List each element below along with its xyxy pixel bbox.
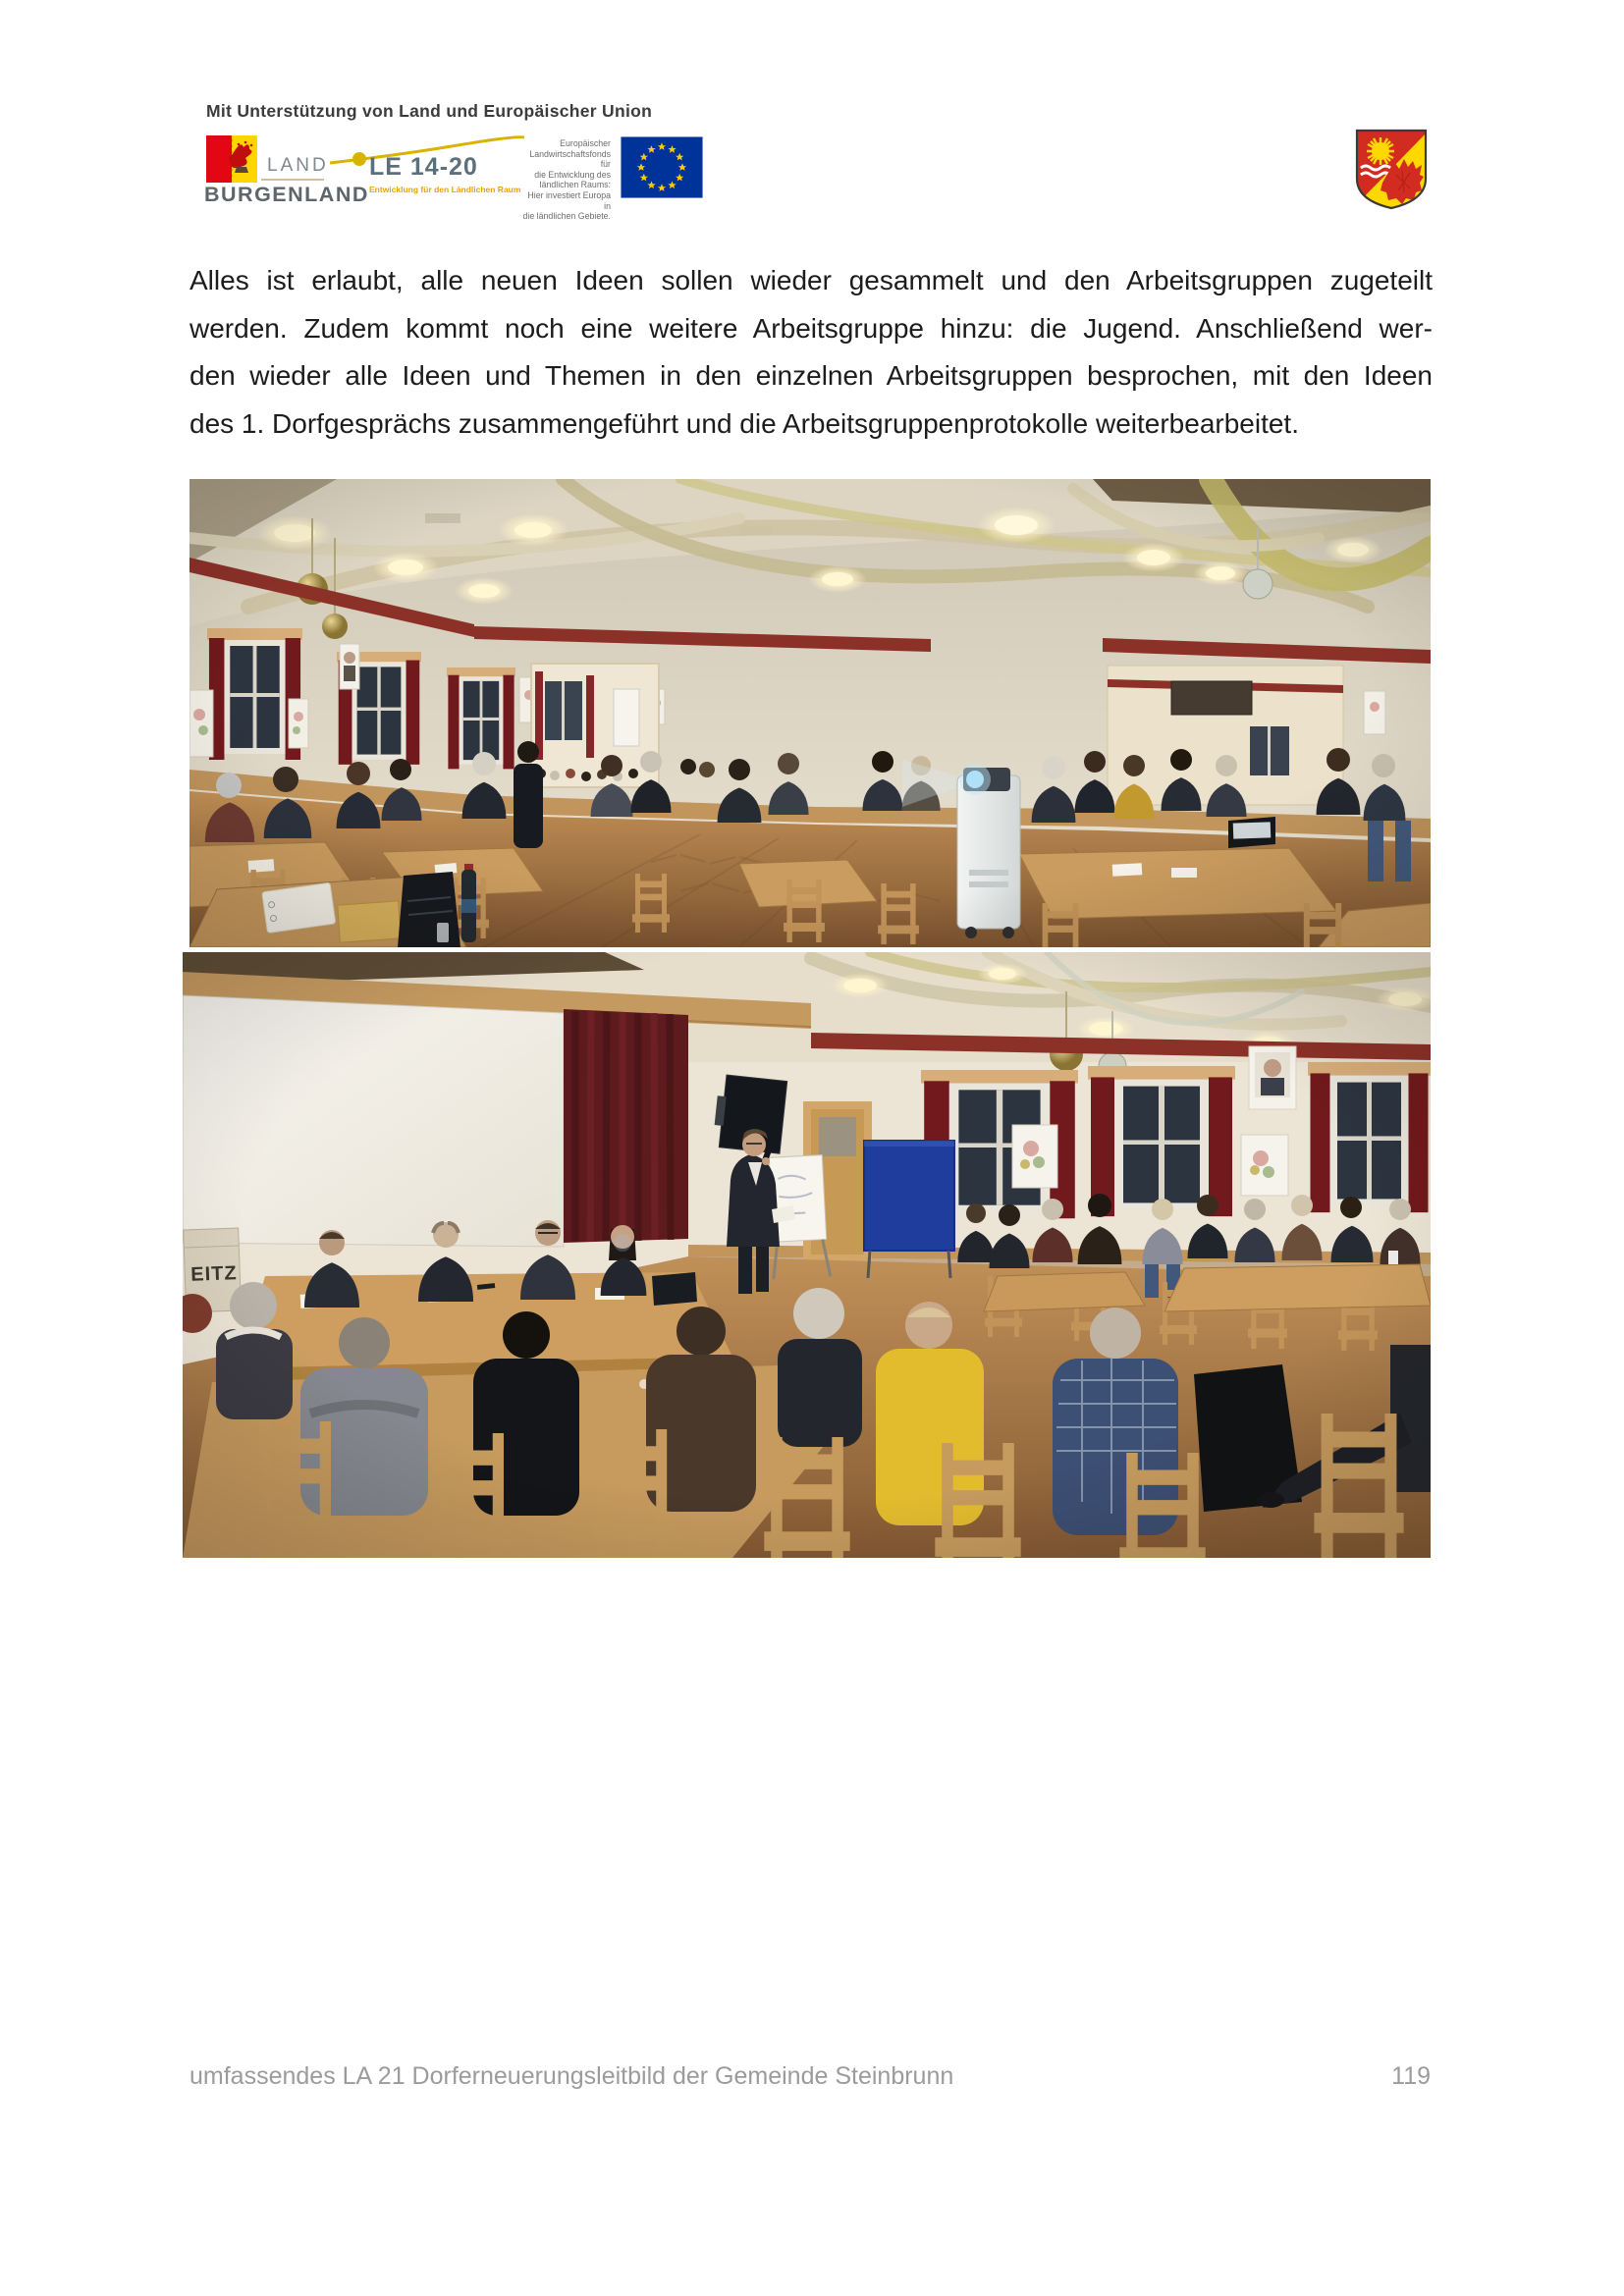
photo-speaker-presentation (183, 952, 1431, 1558)
burgenland-logo (204, 133, 369, 206)
eu-flag-icon (621, 136, 703, 198)
burgenland-logo-land-label: LAND (267, 155, 329, 176)
photo-meeting-hall-overview (189, 479, 1431, 947)
burgenland-flag-icon (206, 135, 257, 183)
burgenland-logo-burgenland-label: BURGENLAND (204, 183, 369, 206)
support-line: Mit Unterstützung von Land und Europäischer Union (206, 101, 653, 121)
le-14-20-logo (330, 135, 526, 202)
paragraph-line: Alles ist erlaubt, alle neuen Ideen sollen wieder gesammelt und den Arbeitsgruppen zugeteilt (189, 265, 1433, 295)
steinbrunn-coat-of-arms-icon (1353, 128, 1430, 211)
eu-fund-text: Europäischer Landwirtschaftsfonds für die Entwicklung des ländlichen Raums: Hier investiert Europa in die ländlichen Gebiete. (522, 138, 611, 222)
body-paragraph (189, 257, 1433, 448)
le-subtitle: Entwicklung für den Ländlichen Raum (369, 185, 521, 194)
paragraph-line: werden. Zudem kommt noch eine weitere Arbeitsgruppe hinzu: die Jugend. Anschließend wer- (189, 312, 1433, 344)
paragraph-line: des 1. Dorfgesprächs zusammengeführt und die Arbeitsgruppenprotokolle weiterbearbeitet. (189, 407, 1299, 439)
paragraph-line: den wieder alle Ideen und Themen in den einzelnen Arbeitsgruppen besprochen, mit den Ideen (189, 360, 1433, 391)
le-title: LE 14-20 (369, 153, 478, 181)
footer-title: umfassendes LA 21 Dorferneuerungsleitbild der Gemeinde Steinbrunn (189, 2062, 954, 2090)
burgenland-logo-rule (261, 179, 324, 181)
page-number: 119 (1391, 2062, 1431, 2090)
